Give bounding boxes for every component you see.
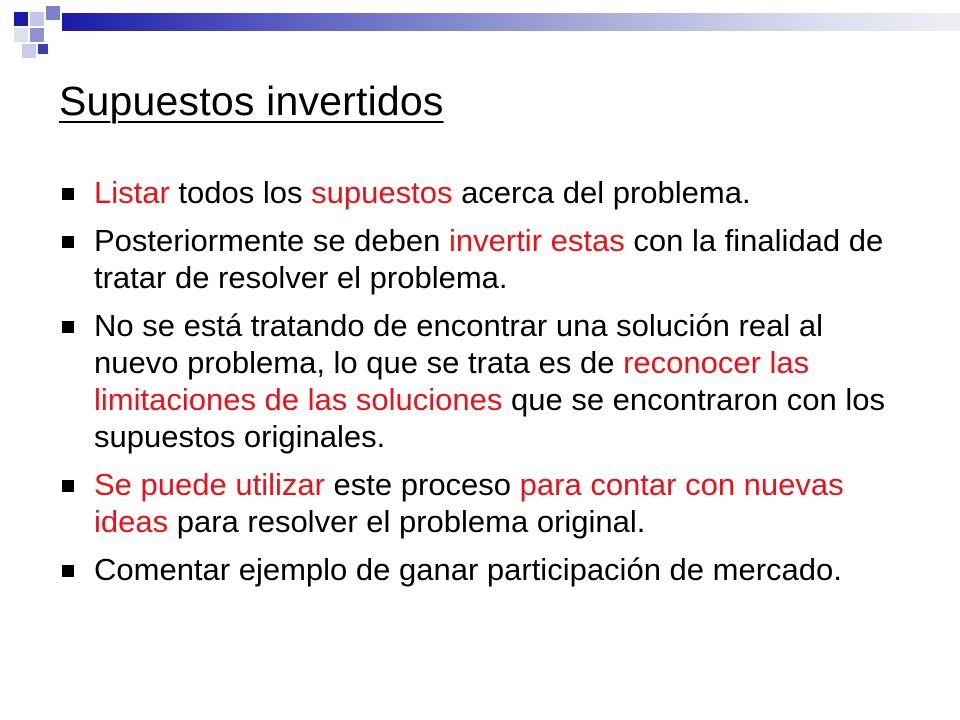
slide-title: Supuestos invertidos [59,78,444,124]
highlighted-text: invertir estas [449,223,625,258]
deco-square-mid2 [30,28,44,42]
deco-square-mid [46,6,60,20]
deco-square-light2 [22,44,36,58]
square-bullet-icon [62,188,74,200]
deco-square-pale [14,28,28,42]
bullet-text: que se encontraron con los supuestos originales. [94,382,885,454]
deco-square-dark2 [38,44,48,54]
square-bullet-icon [62,321,74,333]
bullet-text: con la finalidad de tratar de resolver el problema. [94,223,884,295]
square-bullet-icon [62,480,74,492]
highlighted-text: supuestos [311,175,453,210]
highlighted-text: Listar [94,175,170,210]
deco-square-dark [14,12,28,26]
bullet-item [62,222,912,296]
bullet-item [62,466,912,540]
bullet-text: para resolver el problema original. [168,504,646,539]
deco-square-light [30,12,44,26]
bullet-text: Posteriormente se deben [94,223,449,258]
bullet-list [62,174,912,599]
bullet-item [62,551,912,588]
highlighted-text: Se puede utilizar [94,467,325,502]
square-bullet-icon [62,565,74,577]
bullet-text: acerca del problema. [452,175,751,210]
header-gradient-bar [62,13,960,31]
bullet-text: este proceso [324,467,520,502]
bullet-item [62,307,912,455]
bullet-text: Comentar ejemplo de ganar participación de mercado. [94,552,842,587]
bullet-text: todos los [169,175,312,210]
highlighted-text: para contar con nuevas ideas [94,467,844,539]
highlighted-text: reconocer las limitaciones de las soluciones [94,345,810,417]
bullet-text: No se está tratando de encontrar una solución real al nuevo problema, lo que se trata es de [94,308,823,380]
square-bullet-icon [62,236,74,248]
bullet-item [62,174,912,211]
